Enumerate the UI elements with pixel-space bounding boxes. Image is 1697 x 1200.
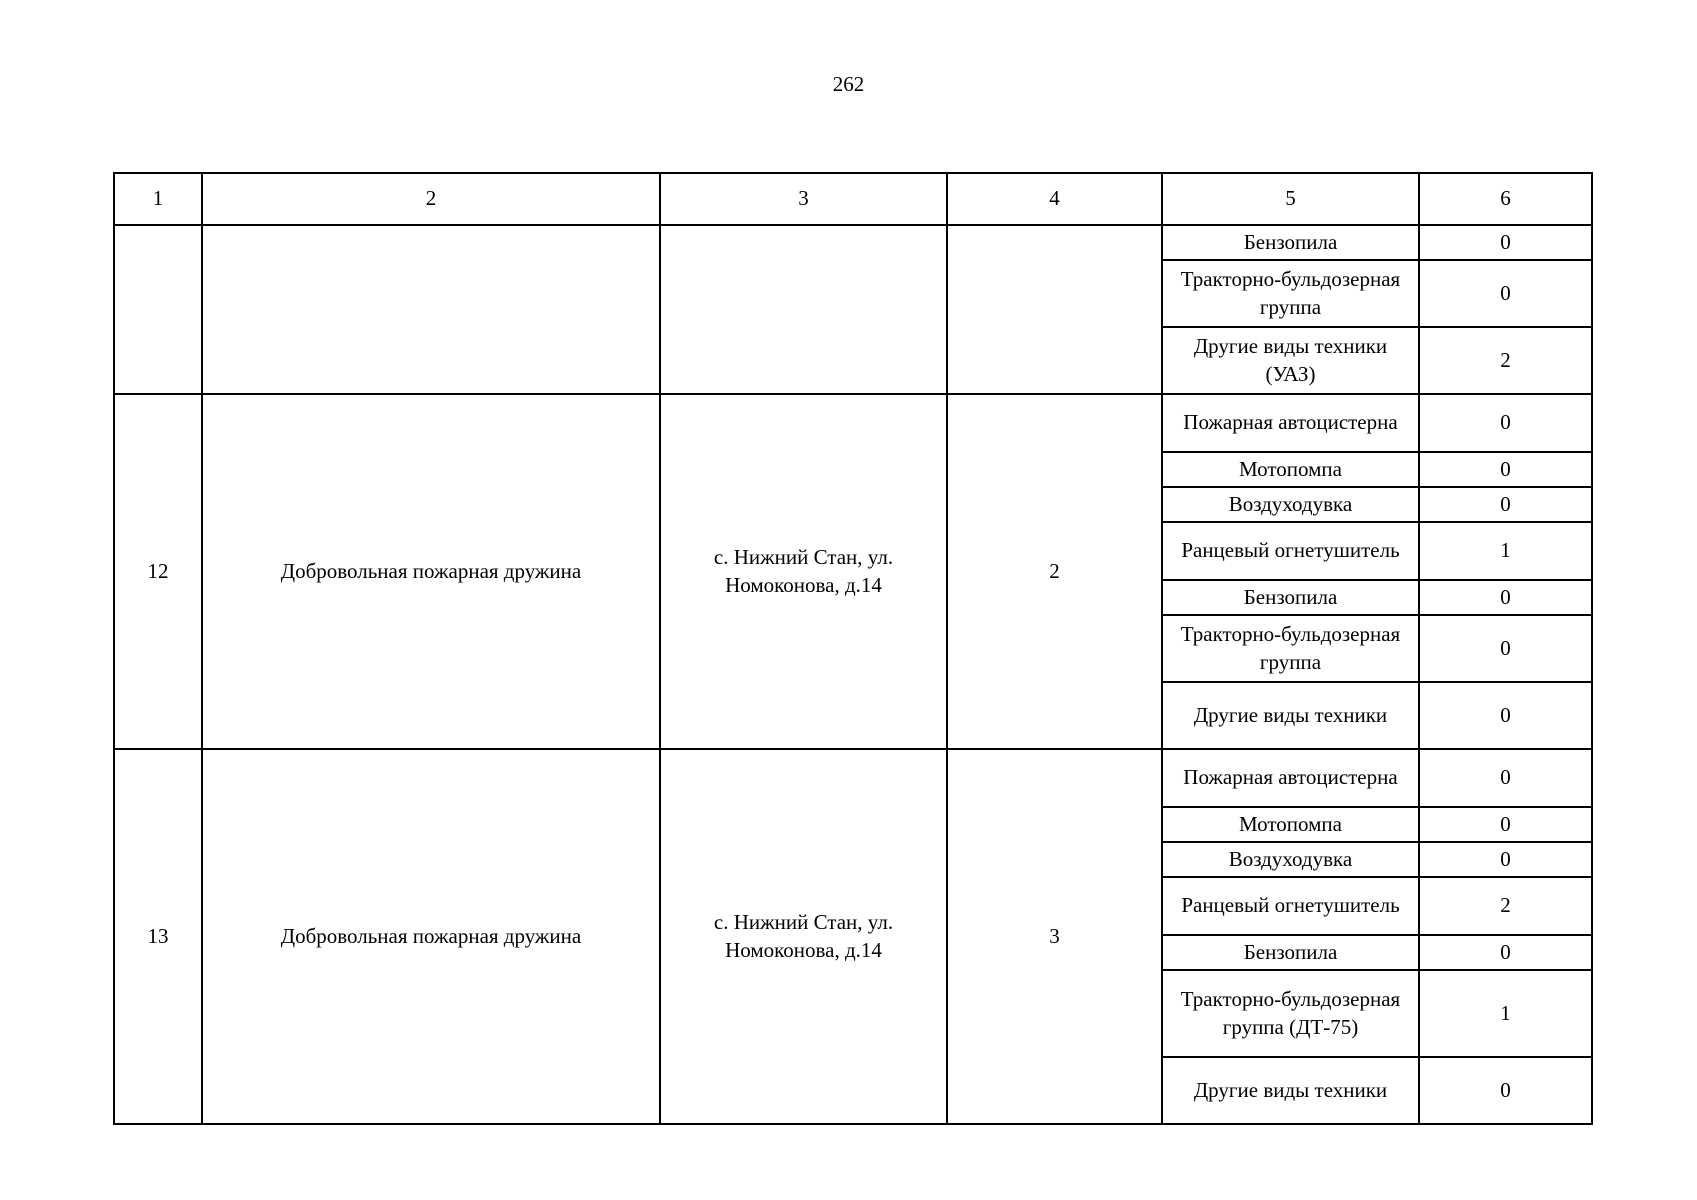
equipment-qty-cell: 0 <box>1419 260 1592 327</box>
column-header-1: 1 <box>114 173 202 225</box>
address-cell: с. Нижний Стан, ул. Номоконова, д.14 <box>660 394 947 749</box>
row-number-cell <box>114 225 202 394</box>
column-header-5: 5 <box>1162 173 1419 225</box>
equipment-qty-cell: 1 <box>1419 522 1592 580</box>
table-row <box>114 749 1592 807</box>
equipment-qty-cell: 0 <box>1419 935 1592 970</box>
equipment-type-cell: Мотопомпа <box>1162 452 1419 487</box>
equipment-qty-cell: 0 <box>1419 1057 1592 1124</box>
equipment-qty-cell: 0 <box>1419 487 1592 522</box>
equipment-qty-cell: 0 <box>1419 749 1592 807</box>
equipment-type-cell: Ранцевый огнетушитель <box>1162 877 1419 935</box>
equipment-type-cell: Тракторно-бульдозерная группа (ДТ-75) <box>1162 970 1419 1057</box>
table-row <box>114 225 1592 260</box>
equipment-type-cell: Ранцевый огнетушитель <box>1162 522 1419 580</box>
equipment-qty-cell: 0 <box>1419 225 1592 260</box>
equipment-qty-cell: 2 <box>1419 327 1592 394</box>
page-number: 262 <box>832 72 865 96</box>
header-row <box>114 173 1592 225</box>
equipment-type-cell: Пожарная автоцистерна <box>1162 749 1419 807</box>
count-cell: 3 <box>947 749 1162 1124</box>
equipment-qty-cell: 0 <box>1419 580 1592 615</box>
equipment-qty-cell: 0 <box>1419 842 1592 877</box>
count-cell <box>947 225 1162 394</box>
equipment-qty-cell: 2 <box>1419 877 1592 935</box>
row-number-cell: 13 <box>114 749 202 1124</box>
equipment-type-cell: Бензопила <box>1162 935 1419 970</box>
column-header-2: 2 <box>202 173 660 225</box>
equipment-qty-cell: 0 <box>1419 682 1592 749</box>
column-header-3: 3 <box>660 173 947 225</box>
equipment-type-cell: Воздуходувка <box>1162 487 1419 522</box>
equipment-qty-cell: 1 <box>1419 970 1592 1057</box>
column-header-6: 6 <box>1419 173 1592 225</box>
equipment-type-cell: Другие виды техники <box>1162 1057 1419 1124</box>
equipment-type-cell: Воздуходувка <box>1162 842 1419 877</box>
equipment-type-cell: Пожарная автоцистерна <box>1162 394 1419 452</box>
organization-name-cell <box>202 225 660 394</box>
equipment-type-cell: Другие виды техники (УАЗ) <box>1162 327 1419 394</box>
table-row <box>114 394 1592 452</box>
organization-name-cell: Добровольная пожарная дружина <box>202 749 660 1124</box>
organization-name-cell: Добровольная пожарная дружина <box>202 394 660 749</box>
equipment-type-cell: Тракторно-бульдозерная группа <box>1162 260 1419 327</box>
count-cell: 2 <box>947 394 1162 749</box>
equipment-type-cell: Мотопомпа <box>1162 807 1419 842</box>
equipment-qty-cell: 0 <box>1419 394 1592 452</box>
address-cell <box>660 225 947 394</box>
equipment-table <box>113 172 1593 1125</box>
equipment-type-cell: Бензопила <box>1162 580 1419 615</box>
row-number-cell: 12 <box>114 394 202 749</box>
equipment-type-cell: Бензопила <box>1162 225 1419 260</box>
equipment-type-cell: Другие виды техники <box>1162 682 1419 749</box>
equipment-qty-cell: 0 <box>1419 807 1592 842</box>
equipment-qty-cell: 0 <box>1419 452 1592 487</box>
equipment-qty-cell: 0 <box>1419 615 1592 682</box>
address-cell: с. Нижний Стан, ул. Номоконова, д.14 <box>660 749 947 1124</box>
column-header-4: 4 <box>947 173 1162 225</box>
equipment-type-cell: Тракторно-бульдозерная группа <box>1162 615 1419 682</box>
